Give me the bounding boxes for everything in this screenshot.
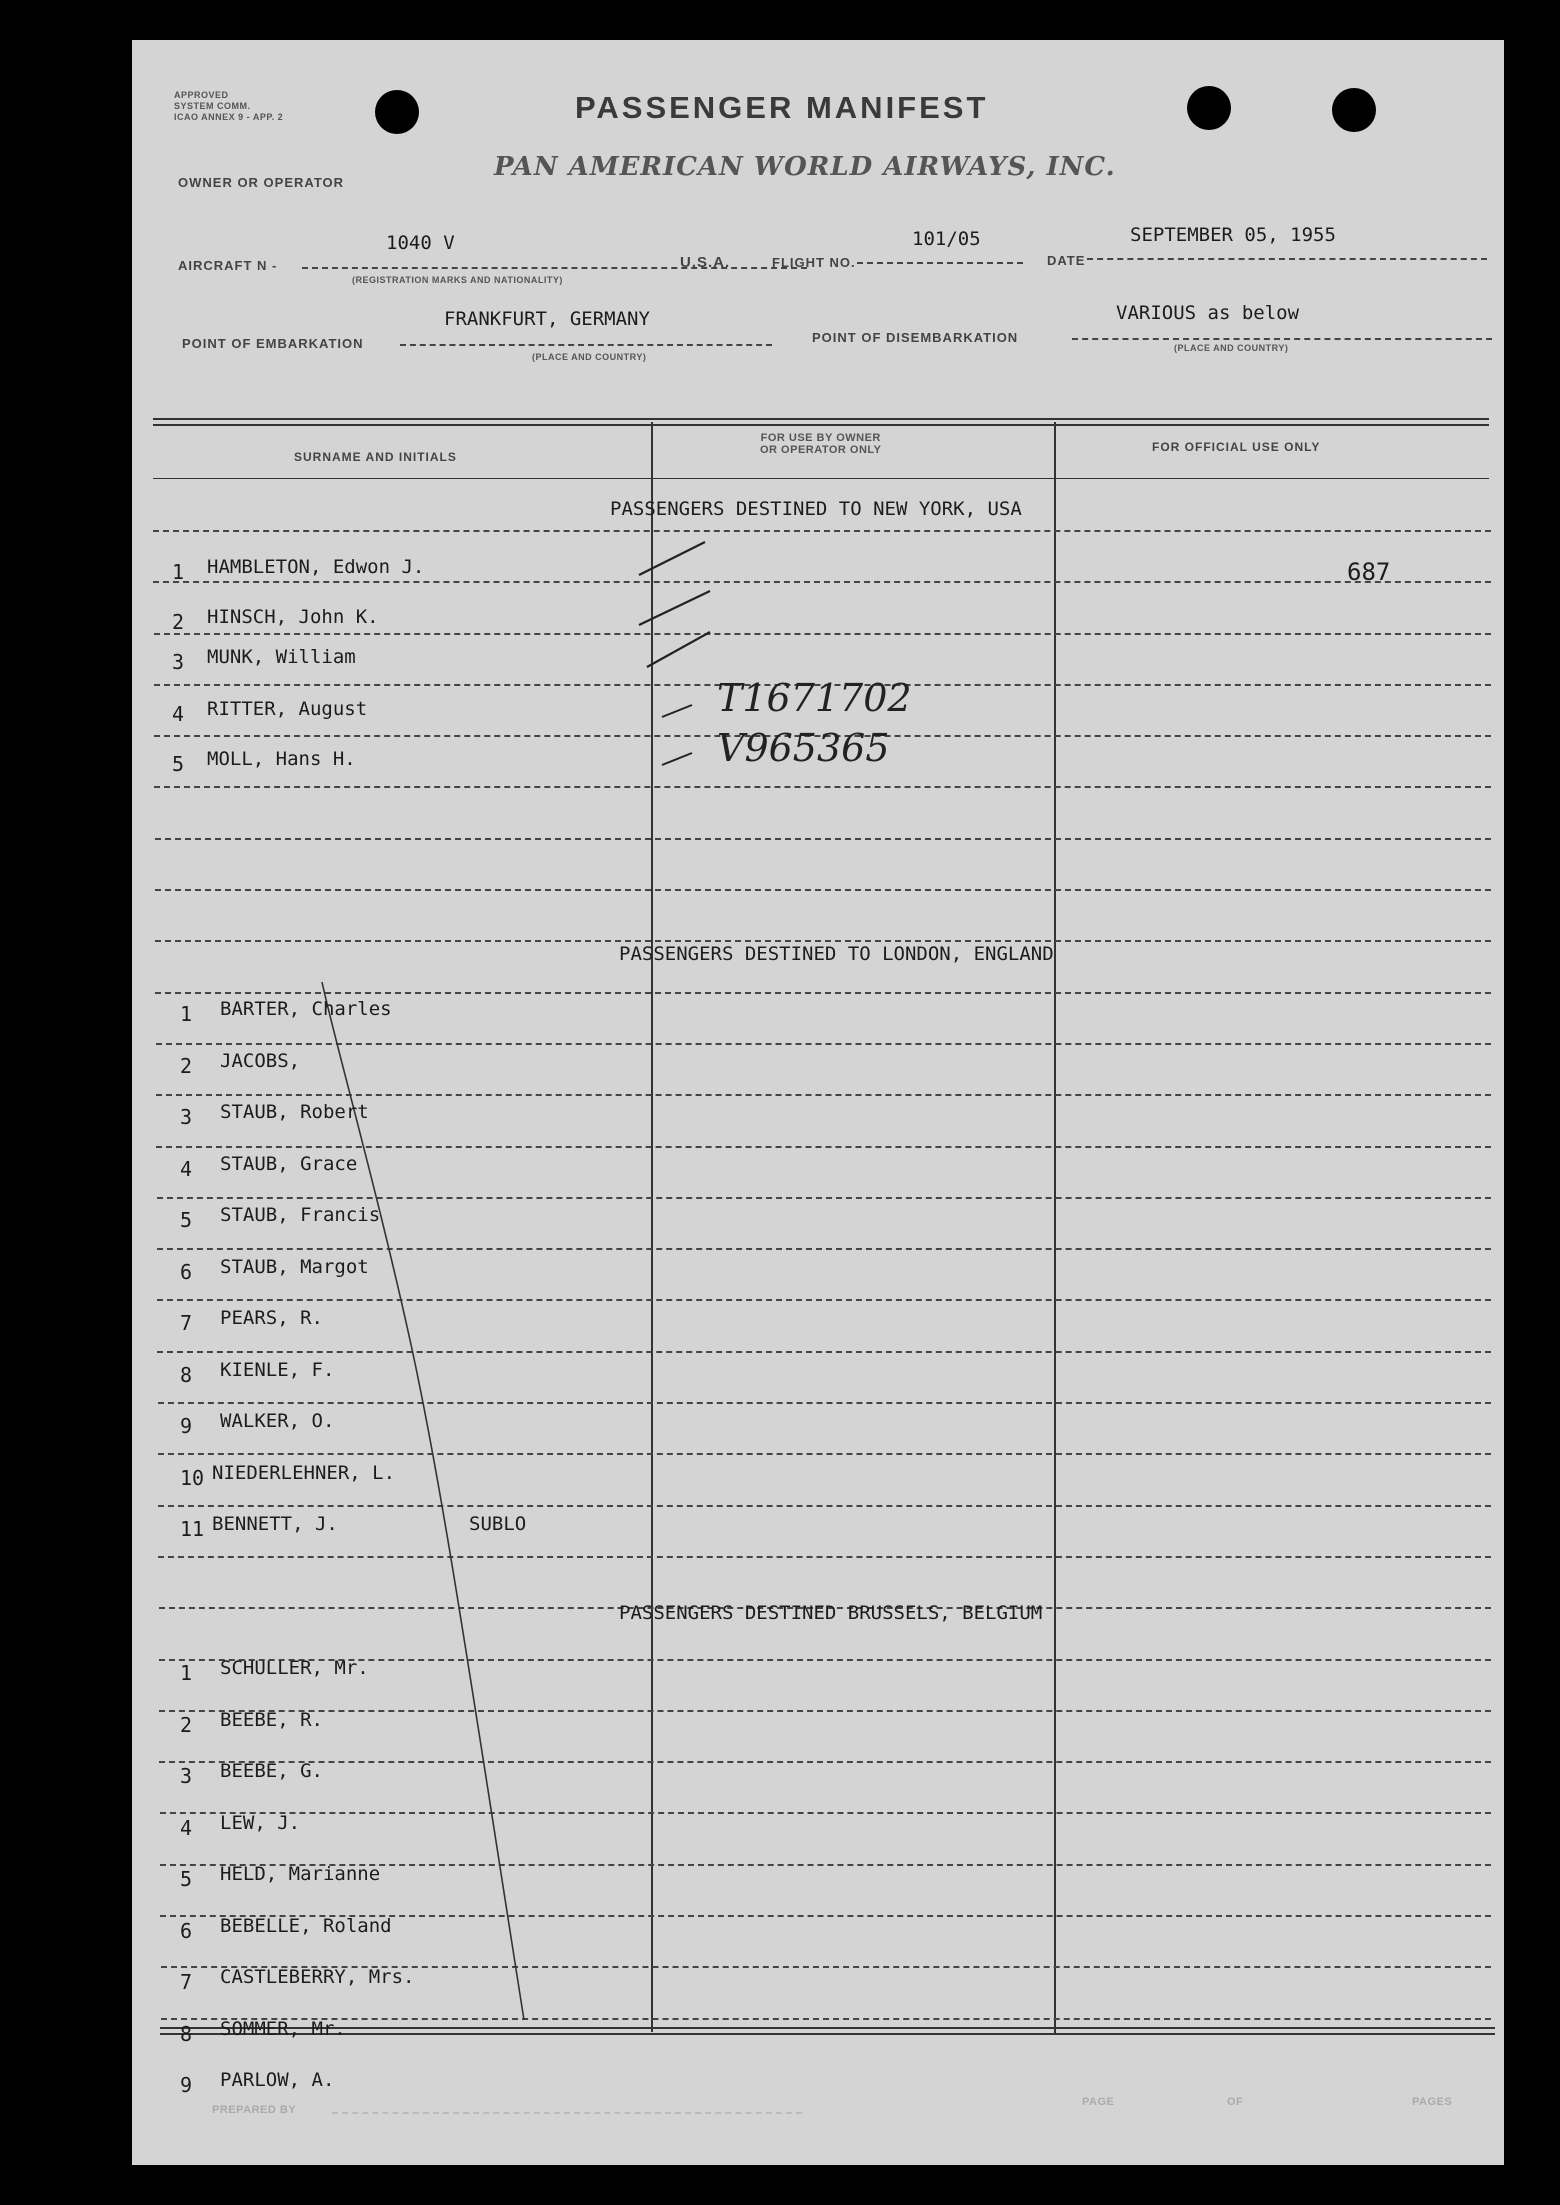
- passenger-number: 8: [180, 2021, 193, 2046]
- passenger-name: STAUB, Francis: [220, 1204, 381, 1226]
- passenger-name: SOMMER, Mr.: [220, 2017, 346, 2040]
- passenger-number: 5: [180, 1208, 193, 1232]
- passenger-number: 3: [172, 650, 185, 674]
- passenger-name: STAUB, Margot: [220, 1255, 369, 1278]
- passenger-name: KIENLE, F.: [220, 1358, 335, 1381]
- passenger-number: 9: [180, 2073, 193, 2097]
- pages-label: PAGES: [1412, 2096, 1453, 2108]
- passenger-number: 9: [180, 1414, 193, 1438]
- passenger-name: CASTLEBERRY, Mrs.: [220, 1966, 415, 1988]
- passenger-name: BARTER, Charles: [220, 998, 392, 1020]
- passenger-number: 7: [180, 1311, 193, 1335]
- passenger-name: HINSCH, John K.: [207, 606, 379, 628]
- official-column-header: FOR OFFICIAL USE ONLY: [1152, 440, 1321, 454]
- passenger-number: 6: [180, 1918, 193, 1943]
- passenger-name: HAMBLETON, Edwon J.: [207, 556, 425, 578]
- passenger-name: STAUB, Robert: [220, 1101, 369, 1123]
- date-value: SEPTEMBER 05, 1955: [1130, 224, 1336, 246]
- form-title: PASSENGER MANIFEST: [575, 90, 989, 125]
- passenger-name: WALKER, O.: [220, 1410, 335, 1432]
- passenger-name: SCHULLER, Mr.: [220, 1657, 369, 1679]
- passenger-number: 5: [180, 1867, 193, 1891]
- section-heading: PASSENGERS DESTINED BRUSSELS, BELGIUM: [619, 1602, 1043, 1624]
- nationality-value: U.S.A.: [680, 254, 731, 271]
- owner-label: OWNER OR OPERATOR: [178, 175, 345, 190]
- approval-line: APPROVED: [174, 90, 229, 100]
- operator-name: PAN AMERICAN WORLD AIRWAYS, INC.: [494, 152, 1116, 182]
- of-label: OF: [1227, 2096, 1244, 2108]
- date-label: DATE: [1047, 253, 1086, 268]
- passenger-number: 4: [172, 702, 185, 726]
- section-heading: PASSENGERS DESTINED TO LONDON, ENGLAND: [619, 943, 1054, 965]
- passenger-name: MOLL, Hans H.: [207, 748, 356, 770]
- passenger-number: 3: [180, 1105, 193, 1129]
- disembarkation-value: VARIOUS as below: [1116, 302, 1300, 324]
- passenger-number: 4: [180, 1815, 193, 1840]
- passenger-name: BENNETT, J.: [212, 1513, 338, 1535]
- passenger-number: 7: [180, 1970, 193, 1994]
- section-heading: PASSENGERS DESTINED TO NEW YORK, USA: [610, 498, 1022, 520]
- manifest-sheet: [132, 40, 1504, 2165]
- surname-column-header: SURNAME AND INITIALS: [294, 450, 457, 464]
- passenger-name: PEARS, R.: [220, 1307, 323, 1329]
- disembarkation-label: POINT OF DISEMBARKATION: [812, 330, 1019, 345]
- passenger-number: 2: [172, 610, 185, 634]
- page-label: PAGE: [1082, 2096, 1115, 2108]
- passenger-number: 8: [180, 1362, 193, 1387]
- passenger-number: 4: [180, 1156, 193, 1181]
- passenger-name: BEEBE, R.: [220, 1708, 323, 1731]
- passenger-number: 1: [180, 1002, 193, 1026]
- passenger-number: 11: [180, 1517, 205, 1541]
- passenger-name: LEW, J.: [220, 1811, 301, 1834]
- registration-note: (REGISTRATION MARKS AND NATIONALITY): [352, 275, 563, 285]
- passenger-number: 1: [180, 1661, 193, 1685]
- passenger-name: BEEBE, G.: [220, 1760, 323, 1782]
- approval-line: SYSTEM COMM.: [174, 101, 251, 111]
- passenger-number: 10: [180, 1465, 205, 1490]
- aircraft-label: AIRCRAFT N -: [178, 258, 278, 273]
- passenger-note: SUBLO: [469, 1513, 527, 1535]
- aircraft-value: 1040 V: [386, 232, 455, 254]
- passenger-number: 2: [180, 1053, 193, 1078]
- prepared-by-label: PREPARED BY: [212, 2104, 297, 2116]
- passenger-number: 5: [172, 752, 185, 776]
- flight-label: FLIGHT NO.: [772, 255, 856, 270]
- handwritten-id-number: V965365: [717, 726, 890, 770]
- passenger-number: 2: [180, 1712, 193, 1737]
- passenger-name: HELD, Marianne: [220, 1863, 381, 1885]
- passenger-name: JACOBS,: [220, 1049, 301, 1072]
- operator-column-line: OR OPERATOR ONLY: [760, 444, 882, 456]
- official-number: 687: [1347, 558, 1391, 586]
- operator-column-line: FOR USE BY OWNER: [760, 432, 881, 444]
- place-note: (PLACE AND COUNTRY): [1174, 343, 1289, 353]
- place-note: (PLACE AND COUNTRY): [532, 352, 647, 362]
- passenger-name: PARLOW, A.: [220, 2069, 335, 2091]
- passenger-name: MUNK, William: [207, 646, 356, 668]
- handwritten-id-number: T1671702: [717, 676, 912, 720]
- passenger-name: STAUB, Grace: [220, 1152, 358, 1175]
- passenger-name: BEBELLE, Roland: [220, 1914, 392, 1937]
- passenger-number: 1: [172, 560, 185, 584]
- passenger-number: 3: [180, 1764, 193, 1788]
- embarkation-label: POINT OF EMBARKATION: [182, 336, 364, 351]
- approval-line: ICAO ANNEX 9 - APP. 2: [174, 112, 284, 122]
- flight-value: 101/05: [912, 228, 981, 250]
- passenger-number: 6: [180, 1259, 193, 1284]
- embarkation-value: FRANKFURT, GERMANY: [444, 308, 650, 330]
- passenger-name: NIEDERLEHNER, L.: [212, 1461, 396, 1484]
- passenger-name: RITTER, August: [207, 698, 368, 720]
